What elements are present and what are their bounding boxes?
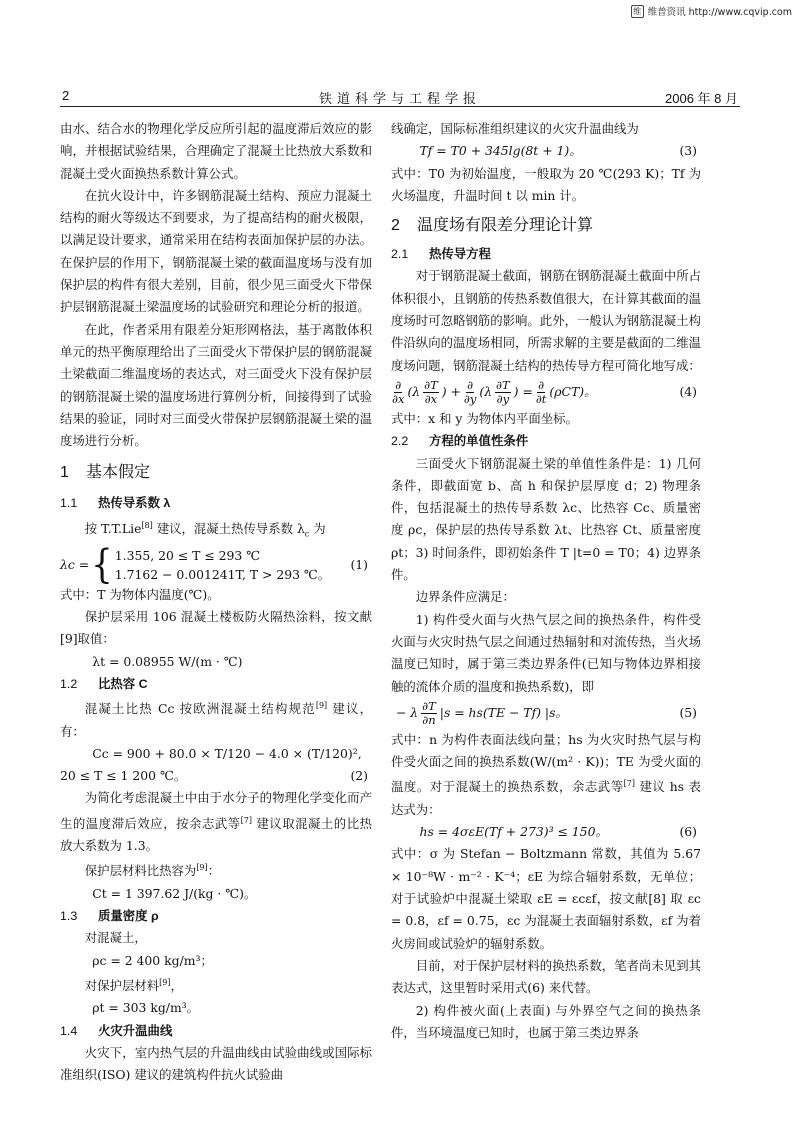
equation-body: − λ $\frac{\partial T}{\partial n}$ |s = hs(TE − Tf) |s。 bbox=[395, 698, 568, 727]
equation-case: 1.7162 − 0.001241T, T > 293 ℃。 bbox=[114, 566, 331, 582]
equation-2 bbox=[60, 765, 372, 787]
text: 对保护层材料 bbox=[84, 978, 160, 994]
paragraph: 目前，对于保护层材料的换热系数，笔者尚未见到其表达式，这里暂时采用式(6) 来代替。 bbox=[391, 957, 701, 996]
section-heading-1 bbox=[60, 462, 372, 484]
paragraph bbox=[60, 857, 372, 882]
equation-inline: λt = 0.08955 W/(m · ℃) bbox=[92, 653, 243, 669]
paragraph: 在抗火设计中，许多钢筋混凝土结构、预应力混凝土结构的耐火等级达不到要求，为了提高结构的耐火极限，以满足设计要求，通常采用在结构表面加保护层的办法。在保护层的作用下，钢筋混凝土梁的截面温度场与没有加保护层的构件有很大差别，目前，很少见三面受火下带保护层钢筋混凝土梁温度场的试验研究和理论分析的报道。 bbox=[60, 187, 372, 315]
text-line bbox=[60, 972, 372, 997]
equation-inline: Ct = 1 397.62 J/(kg · ℃)。 bbox=[92, 885, 257, 901]
subsection-title: 热传导方程 bbox=[429, 247, 491, 262]
text: 建议取混凝土的比热放大系数为 1.3。 bbox=[60, 815, 372, 854]
subsection-number: 1.1 bbox=[60, 496, 78, 511]
paragraph: 式中：T 为物体内温度(℃)。 bbox=[60, 586, 220, 602]
citation: [7] bbox=[623, 779, 635, 789]
text: 建议 hs 表达式为： bbox=[391, 779, 701, 817]
equation-inline: ρt = 303 kg/m³。 bbox=[92, 1000, 200, 1016]
text: ， bbox=[170, 978, 183, 994]
section-title: 温度场有限差分理论计算 bbox=[417, 217, 594, 235]
text: 按 T.T.Lie bbox=[84, 520, 142, 536]
citation: [9] bbox=[196, 863, 208, 873]
right-column bbox=[391, 118, 701, 1044]
equation-number: (2) bbox=[350, 768, 368, 784]
equation-number: (6) bbox=[679, 824, 697, 840]
equation-6 bbox=[391, 821, 701, 843]
text: 建议，混凝土热传导系数 λ bbox=[152, 520, 305, 536]
subsection-number: 2.1 bbox=[391, 247, 409, 262]
equation-number: (4) bbox=[679, 384, 697, 400]
paragraph: 对于钢筋混凝土截面，钢筋在钢筋混凝土截面中所占体积很小，且钢筋的传热系数值很大，在计算其截面的温度场时可忽略钢筋的影响。此外，一般认为钢筋混凝土构件沿纵向的温度场相同，所需求解的主要是截面的二维温度场问题，钢筋混凝土结构的热传导方程可简化地写成： bbox=[391, 268, 701, 373]
paragraph: 按 T.T.Lie[8] 建议，混凝土热传导系数 $\lambda_c$ 为 bbox=[84, 520, 326, 539]
equation-4 bbox=[391, 379, 701, 406]
subsection-title: 比热容 C bbox=[98, 676, 148, 691]
equation-condition: 20 ≤ T ≤ 1 200 ℃。 bbox=[60, 768, 187, 784]
subsection-title: 热传导系数 λ bbox=[98, 496, 171, 511]
text: ： bbox=[207, 863, 221, 879]
equation-number: (5) bbox=[679, 705, 697, 721]
equation-case: 1.355, 20 ≤ T ≤ 293 ℃ bbox=[114, 547, 261, 563]
subsection-heading-1-1 bbox=[60, 492, 372, 514]
paragraph: 三面受火下钢筋混凝土梁的单值性条件是：1) 几何条件，即截面宽 b、高 h 和保护层厚度 d；2) 物理条件，包括混凝土的热传导系数 λc、比热容 Cc、质量密度 ρc，保护层的热传导系数 λt、比热容 Ct、质量密度 ρt；3) 时间条件，即初始条件 T |t=0 = T0；4) 边界条件。 bbox=[391, 455, 701, 583]
paragraph: 1) 构件受火面与火热气层之间的换热条件，构件受火面与火灾时热气层之间通过热辐射和对流传热，当火场温度已知时，属于第三类边界条件(已知与物体边界相接触的流体介质的温度和换热系数)，即 bbox=[391, 611, 701, 694]
citation: [8] bbox=[141, 520, 153, 530]
section-title: 基本假定 bbox=[86, 464, 151, 482]
subsection-title: 火灾升温曲线 bbox=[98, 1023, 173, 1038]
equation-body bbox=[60, 541, 331, 588]
left-column bbox=[60, 118, 372, 1087]
equation-inline: ρc = 2 400 kg/m³； bbox=[92, 952, 213, 968]
paragraph: 式中：x 和 y 为物体内平面坐标。 bbox=[391, 410, 578, 426]
paragraph: 式中：σ 为 Stefan − Boltzmann 常数，其值为 5.67 × 10⁻⁸W · m⁻² · K⁻⁴；εE 为综合辐射系数，无单位；对于试验炉中混凝土梁取 εE = εcεf，按文献[8] 取 εc = 0.8，εf = 0.75，εc 为混凝土表面辐射系数，εf 为着火房间或试验炉的辐射系数。 bbox=[391, 846, 701, 951]
equation-2-line: Cc = 900 + 80.0 × T/120 − 4.0 × (T/120)², bbox=[92, 745, 362, 761]
equation-1 bbox=[60, 541, 372, 588]
page-number: 2 bbox=[62, 88, 70, 103]
paragraph: 2) 构件被火面(上表面) 与外界空气之间的换热条件，当环境温度已知时，也属于第三类边界条 bbox=[391, 1002, 701, 1040]
watermark bbox=[631, 4, 792, 18]
issue-date: 2006 年 8 月 bbox=[665, 91, 738, 106]
citation: [9] bbox=[315, 701, 328, 711]
equation-body: hs = 4σεE(Tf + 273)³ ≤ 150。 bbox=[419, 824, 608, 840]
subsection-number: 1.2 bbox=[60, 676, 78, 691]
subsection-number: 1.3 bbox=[60, 909, 78, 924]
text-line: 对混凝土， bbox=[84, 930, 147, 946]
paragraph: 火灾下，室内热气层的升温曲线由试验曲线或国际标准组织(ISO) 建议的建筑构件抗火试验曲 bbox=[60, 1045, 372, 1083]
subsection-heading-1-3 bbox=[60, 905, 372, 927]
subsection-number: 2.2 bbox=[391, 434, 409, 449]
text: 混凝土比热 Cc 按欧洲混凝土结构规范 bbox=[84, 701, 316, 717]
subsection-number: 1.4 bbox=[60, 1023, 78, 1038]
subsection-heading-1-2 bbox=[60, 673, 372, 695]
paragraph: 边界条件应满足： bbox=[415, 589, 515, 605]
text: 式中：n 为构件表面法线向量；hs 为火灾时热气层与构件受火面之间的换热系数(W/(m² · K))；TE 为受火面的温度。对于混凝土的换热系数，余志武等 bbox=[391, 731, 701, 795]
paragraph bbox=[391, 729, 701, 821]
subsection-heading-2-1 bbox=[391, 243, 701, 265]
citation: [7] bbox=[240, 815, 252, 825]
subsection-heading-2-2 bbox=[391, 430, 701, 452]
subsection-title: 质量密度 ρ bbox=[98, 909, 159, 924]
paragraph bbox=[60, 787, 372, 857]
equation-rhs: |s = hs(TE − Tf) |s。 bbox=[439, 705, 568, 721]
journal-title: 铁道科学与工程学报 bbox=[318, 91, 481, 106]
subsection-title: 方程的单值性条件 bbox=[429, 434, 529, 449]
equation-3 bbox=[391, 140, 701, 162]
text: 建议，有： bbox=[60, 701, 372, 739]
paragraph: 线确定，国际标准组织建议的火灾升温曲线为 bbox=[391, 121, 639, 136]
watermark-text: 维普资讯 http://www.cqvip.com bbox=[647, 7, 792, 18]
text: 为 bbox=[309, 520, 326, 536]
paragraph bbox=[60, 695, 372, 743]
text: 保护层材料比热容为 bbox=[84, 863, 197, 879]
equation-5 bbox=[391, 700, 701, 727]
equation-body: $\frac{\partial}{\partial x}$ (λ $\frac{\partial T}{\partial x}$ ) + $\frac{\partial}{\partial y}$ (λ $\frac{\partial T}{\partial y}$ ) = $\frac{\partial}{\partial t}$ (ρCT)。 bbox=[392, 377, 597, 406]
equation-body: Tf = T0 + 345lg(8t + 1)。 bbox=[419, 143, 582, 159]
equation-number: (3) bbox=[679, 143, 697, 159]
equation-cases bbox=[115, 546, 330, 584]
text: 为简化考虑混凝土中由于水分子的物理化学变化而产生的温度滞后效应，按余志武等 bbox=[60, 790, 372, 831]
page-header bbox=[60, 86, 740, 107]
vip-logo-icon: 维 bbox=[631, 5, 644, 18]
subsection-heading-1-4 bbox=[60, 1020, 372, 1042]
section-number: 2 bbox=[391, 217, 400, 235]
equation-lhs: λc = bbox=[60, 557, 90, 573]
equation-number: (1) bbox=[350, 557, 368, 573]
paragraph: 在此，作者采用有限差分矩形网格法，基于离散体积单元的热平衡原理给出了三面受火下带保护层的钢筋混凝土梁截面二维温度场的表达式，对三面受火下没有保护层的钢筋混凝土梁的温度场进行算例分析，间接得到了试验结果的验证，同时对三面受火带保护层钢筋混凝土梁的温度场进行分析。 bbox=[60, 321, 372, 449]
paragraph: 保护层采用 106 混凝土楼板防火隔热涂料，按文献[9]取值： bbox=[60, 608, 372, 647]
citation: [9] bbox=[159, 978, 171, 988]
section-heading-2 bbox=[391, 215, 701, 237]
section-number: 1 bbox=[60, 464, 69, 482]
paragraph: 由水、结合水的物理化学反应所引起的温度滞后效应的影响，并根据试验结果，合理确定了混凝土比热放大系数和混凝土受火面换热系数计算公式。 bbox=[60, 121, 372, 181]
paragraph: 式中：T0 为初始温度，一般取为 20 ℃(293 K)；Tf 为火场温度，升温时间 t 以 min 计。 bbox=[391, 165, 701, 203]
brace-icon: { bbox=[91, 541, 113, 588]
